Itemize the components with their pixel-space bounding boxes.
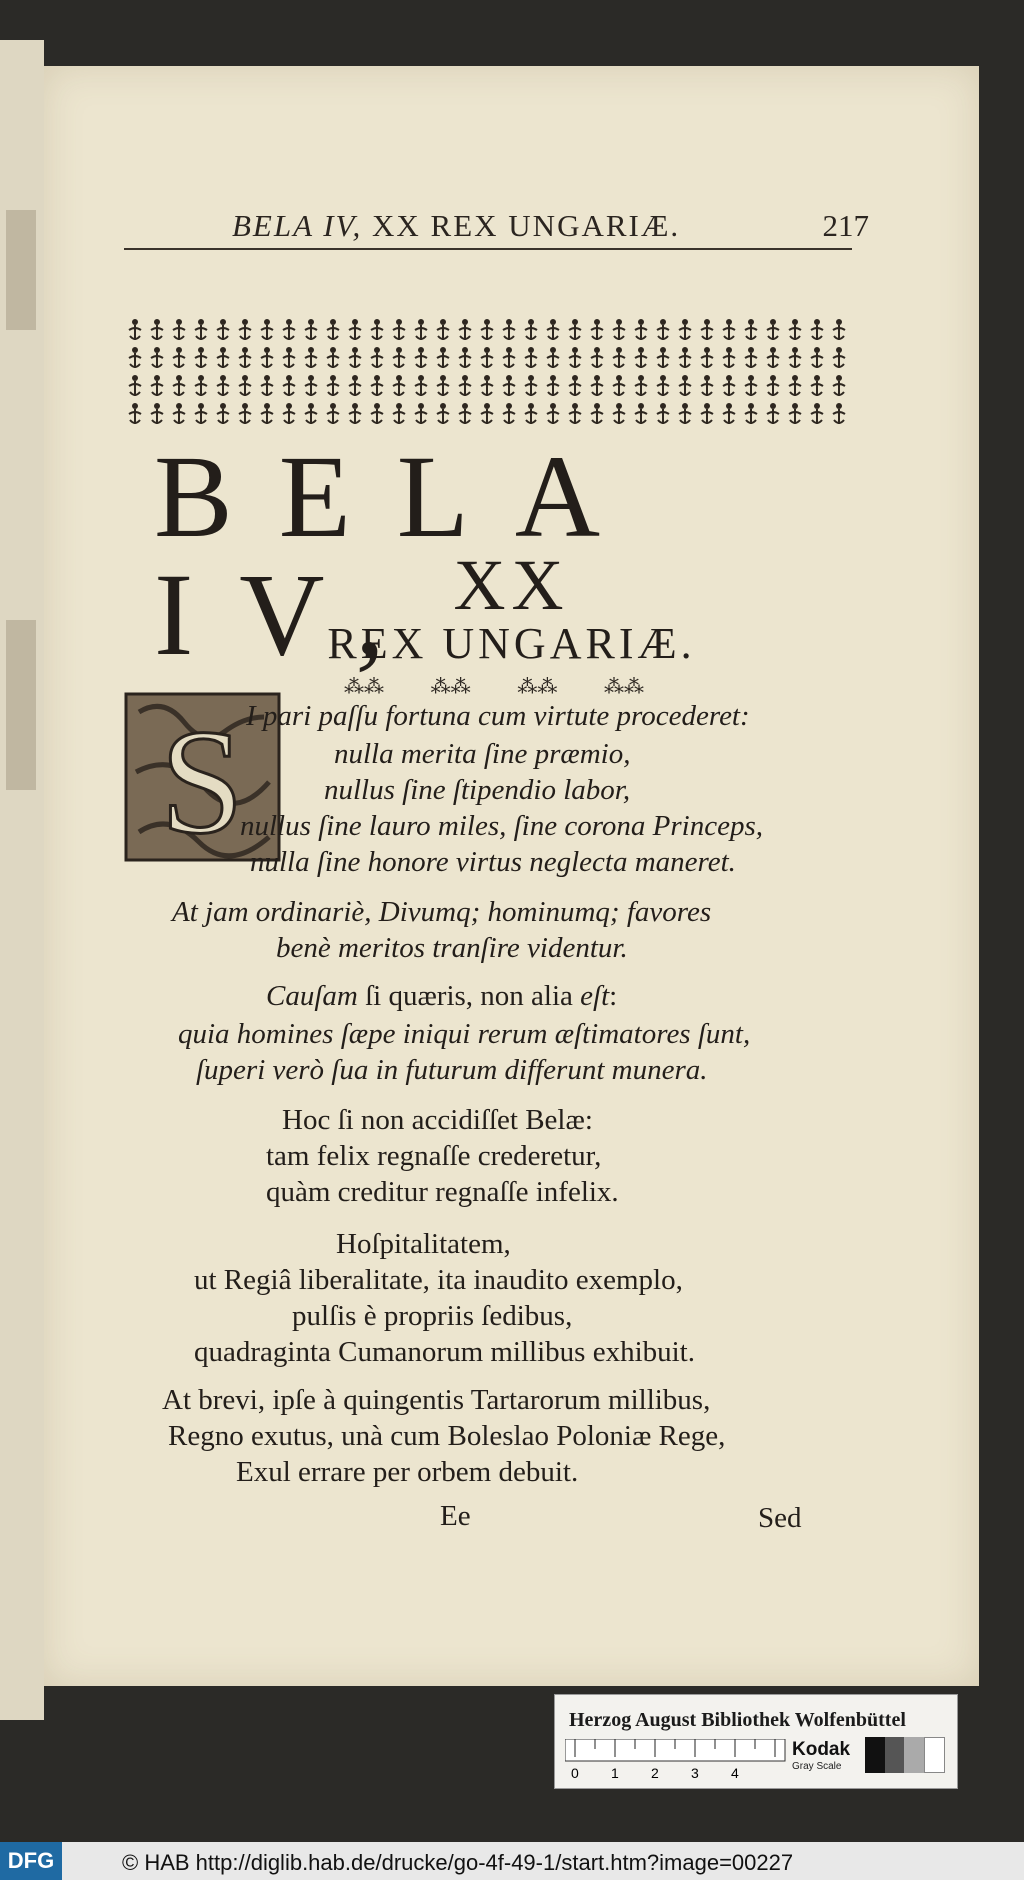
source-link[interactable]: © HAB http://diglib.hab.de/drucke/go-4f-49-1/start.htm?image=00227 — [122, 1850, 794, 1875]
ornamental-border — [124, 316, 852, 428]
bleed-through-mark — [6, 620, 36, 790]
scale-tick: 3 — [691, 1765, 699, 1781]
scale-tick: 1 — [611, 1765, 619, 1781]
text-line: quia homines ſæpe iniqui rerum æſtimatores ſunt, — [178, 1018, 751, 1050]
catchword: Sed — [758, 1502, 802, 1534]
running-title: BELA IV, XX REX UNGARIÆ. — [232, 208, 681, 243]
text-line: nullus ſine lauro miles, ſine corona Princeps, — [240, 810, 764, 842]
scale-tick: 0 — [571, 1765, 579, 1781]
svg-text:S: S — [160, 699, 244, 862]
ruler-scale — [565, 1739, 791, 1781]
kodak-brand: Kodak — [792, 1739, 851, 1760]
dfg-logo: DFG — [0, 1842, 62, 1880]
text-line: quàm creditur regnaſſe infelix. — [266, 1176, 619, 1208]
footer-bar — [0, 1842, 1024, 1880]
text-line: Regno exutus, unà cum Boleslao Poloniæ Rege, — [168, 1420, 726, 1452]
library-name: Herzog August Bibliothek Wolfenbüttel — [569, 1709, 906, 1731]
gray-scale-label: Gray Scale — [792, 1761, 842, 1772]
text-line: nullus ſine ſtipendio labor, — [324, 774, 631, 806]
signature-mark: Ee — [440, 1500, 471, 1532]
text-line: Hoc ſi non accidiſſet Belæ: — [282, 1104, 593, 1136]
star-ornaments — [344, 674, 644, 699]
header-rule — [124, 248, 852, 250]
text-line: At brevi, ipſe à quingentis Tartarorum millibus, — [162, 1384, 711, 1416]
text-line: Hoſpitalitatem, — [336, 1228, 511, 1260]
subtitle: REX UNGARIÆ. — [327, 619, 696, 668]
text-line: I pari paſſu fortuna cum virtute procederet: — [246, 700, 750, 732]
scale-tick: 2 — [651, 1765, 659, 1781]
star-group: ⁂⁂ — [430, 676, 471, 698]
main-title: BELA IV, — [154, 431, 640, 680]
facing-page-edge — [0, 40, 44, 1720]
star-group: ⁂⁂ — [517, 676, 558, 698]
star-group: ⁂⁂ — [344, 676, 384, 698]
text-line: Exul errare per orbem debuit. — [236, 1456, 579, 1488]
text-line: nulla merita ſine præmio, — [334, 738, 631, 770]
text-line: quadraginta Cumanorum millibus exhibuit. — [194, 1336, 695, 1368]
text-line: ſuperi verò ſua in futurum differunt munera. — [196, 1054, 708, 1086]
text-line: nulla ſine honore virtus neglecta maneret. — [250, 846, 736, 878]
scale-tick: 4 — [731, 1765, 739, 1781]
ordinal-numeral: XX — [453, 545, 570, 625]
text-line: Cauſam ſi quæris, non alia eſt: — [266, 980, 618, 1012]
bleed-through-mark — [6, 210, 36, 330]
text-line: tam felix regnaſſe crederetur, — [266, 1140, 602, 1172]
text-line: ut Regiâ liberalitate, ita inaudito exemplo, — [194, 1264, 683, 1296]
color-scale-label — [554, 1694, 958, 1789]
gray-patches — [865, 1737, 945, 1773]
book-page — [44, 66, 979, 1686]
text-line: At jam ordinariè, Divumq; hominumq; favores — [172, 896, 712, 928]
text-line: benè meritos tranſire videntur. — [276, 932, 628, 964]
star-group: ⁂⁂ — [603, 676, 644, 698]
page-number: 217 — [822, 208, 869, 243]
text-line: pulſis è propriis ſedibus, — [292, 1300, 573, 1332]
